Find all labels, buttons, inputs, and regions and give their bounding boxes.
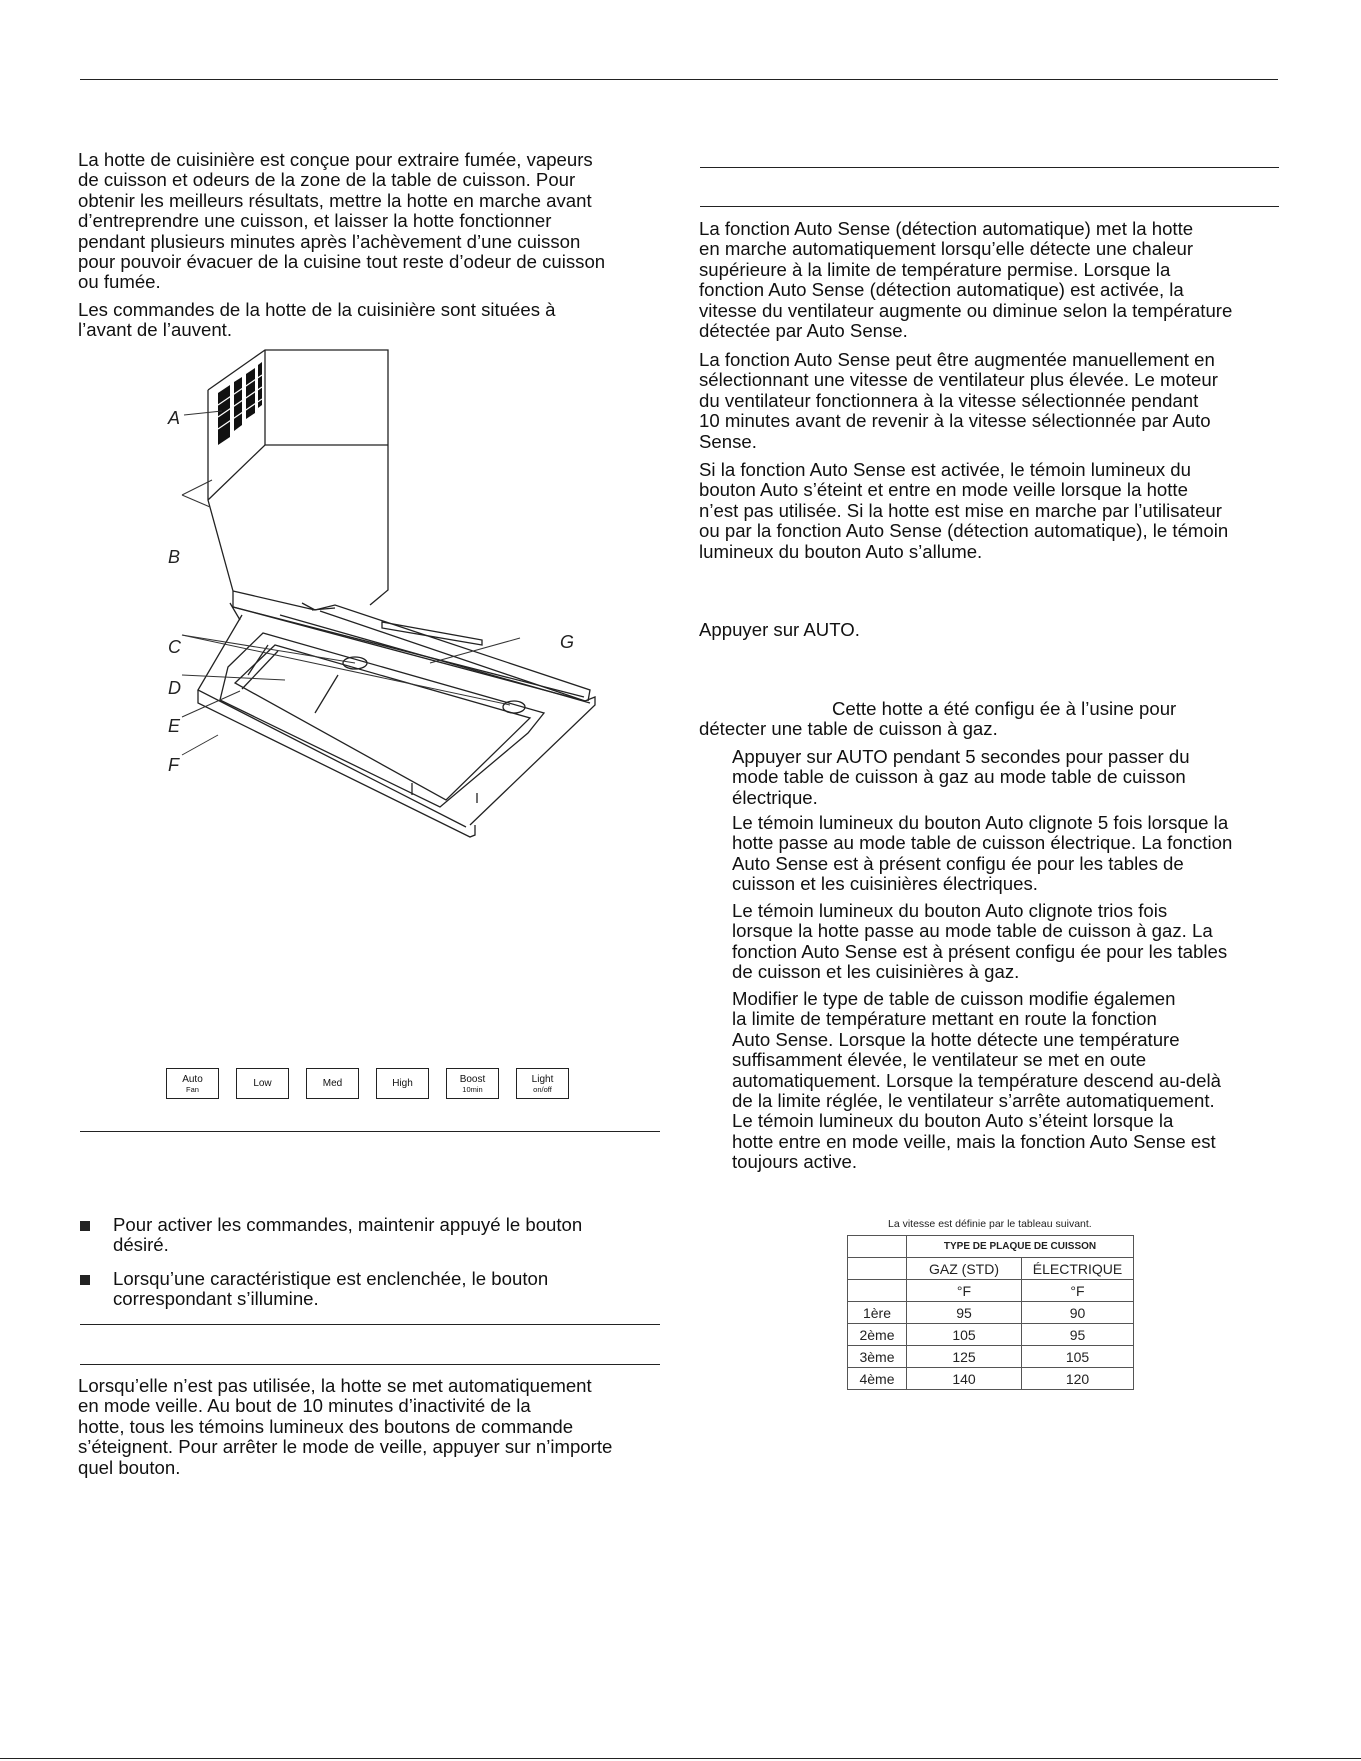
step-paragraph [732,989,1221,1173]
text-line: la limite de température mettant en route la fonction [732,1008,1157,1030]
text-line: n’est pas utilisée. Si la hotte est mise en marche par l’utilisateur [699,499,1222,521]
table-column-header: ÉLECTRIQUE [1022,1258,1134,1280]
text-line: Les commandes de la hotte de la cuisinière sont situées à [78,299,556,320]
text-line: l’avant de l’auvent. [78,319,233,341]
text-line: La hotte de cuisinière est conçue pour extraire fumée, vapeurs [78,149,593,170]
text-line: Lorsqu’elle n’est pas utilisée, la hotte se met automatiquement [78,1375,592,1396]
autosense-boost-paragraph [699,350,1218,452]
standby-paragraph [78,1376,612,1478]
table-cell: 3ème [848,1346,907,1368]
text-line: Sense. [699,430,757,452]
button-label: High [392,1078,413,1089]
table-caption: La vitesse est définie par le tableau suivant. [888,1218,1092,1230]
text-line: Modifier le type de table de cuisson modifie égalemen [732,988,1176,1009]
button-sub-label: Fan [186,1084,199,1094]
table-cell [848,1258,907,1280]
table-header: TYPE DE PLAQUE DE CUISSON [907,1236,1134,1258]
table-row [848,1346,1134,1368]
table-cell: 120 [1022,1368,1134,1390]
text-line: Auto Sense. Lorsque la hotte détecte une température [732,1028,1180,1050]
table-cell: 1ère [848,1302,907,1324]
intro-paragraph [78,150,605,293]
table-cell: 105 [1022,1346,1134,1368]
table-cell: 90 [1022,1302,1134,1324]
table-column-header: GAZ (STD) [907,1258,1022,1280]
auto-fan-button[interactable] [166,1068,219,1099]
range-hood-diagram [150,345,650,845]
text-line: Pour activer les commandes, maintenir appuyé le bouton [113,1214,583,1235]
text-line: en marche automatiquement lorsqu’elle détecte une chaleur [699,238,1194,260]
bullet-marker [80,1275,90,1285]
section-rule [80,1324,660,1325]
low-button[interactable] [236,1068,289,1099]
text-line: électrique. [732,786,818,808]
press-auto-instruction: Appuyer sur AUTO. [699,619,860,640]
text-line: 10 minutes avant de revenir à la vitesse sélectionnée par Auto [699,410,1211,432]
text-line: de cuisson et odeurs de la zone de la table de cuisson. Pour [78,169,576,191]
text-line: Auto Sense est à présent configu ée pour les tables de [732,852,1184,874]
text-line: hotte passe au mode table de cuisson électrique. La fonction [732,832,1233,854]
text-line: pendant plusieurs minutes après l’achèvement d’une cuisson [78,230,581,252]
button-sub-label: 10min [462,1084,483,1094]
diagram-label-e: E [168,716,181,736]
text-line: bouton Auto s’éteint et entre en mode veille lorsque la hotte [699,479,1188,501]
diagram-label-c: C [168,637,181,657]
text-line: ou par la fonction Auto Sense (détection automatique), le témoin [699,520,1229,542]
table-cell: 95 [1022,1324,1134,1346]
text-line: automatiquement. Lorsque la température descend au-delà [732,1069,1221,1091]
bullet-item [113,1269,548,1310]
text-line: correspondant s’illumine. [113,1288,319,1310]
text-line: suffisamment élevée, le ventilateur se met en oute [732,1049,1147,1071]
page-bottom-rule [0,1758,1361,1759]
table-cell [848,1236,907,1258]
text-line: vitesse du ventilateur augmente ou diminue selon la température [699,299,1233,321]
text-line: Appuyer sur AUTO pendant 5 secondes pour passer du [732,746,1190,767]
text-line: Lorsqu’une caractéristique est enclenchée, le bouton [113,1268,549,1289]
button-label: Boost [459,1073,486,1085]
table-row [848,1258,1134,1280]
table-cell: 2ème [848,1324,907,1346]
boost-button[interactable] [446,1068,499,1099]
text-line: supérieure à la limite de température permise. Lorsque la [699,258,1171,280]
text-line: s’éteignent. Pour arrêter le mode de veille, appuyer sur n’importe [78,1436,613,1458]
med-button[interactable] [306,1068,359,1099]
text-line: ou fumée. [78,271,161,293]
controls-location-paragraph [78,300,556,341]
bullet-marker [80,1221,90,1231]
table-row [848,1236,1134,1258]
table-row [848,1302,1134,1324]
table-unit: °F [907,1280,1022,1302]
text-line: La fonction Auto Sense peut être augmentée manuellement en [699,349,1215,370]
section-rule [700,167,1279,168]
factory-setting-line: Cette hotte a été configu ée à l’usine pour [832,698,1177,719]
text-line: hotte entre en mode veille, mais la fonction Auto Sense est [732,1130,1216,1152]
button-sub-label: on/off [533,1084,552,1094]
text-line: d’entreprendre une cuisson, et laisser la hotte fonctionner [78,210,552,232]
table-cell: 95 [907,1302,1022,1324]
text-line: fonction Auto Sense (détection automatique) est activée, la [699,279,1184,301]
autosense-light-paragraph [699,460,1228,562]
text-line: Le témoin lumineux du bouton Auto clignote 5 fois lorsque la [732,812,1229,833]
autosense-paragraph [699,219,1232,341]
high-button[interactable] [376,1068,429,1099]
diagram-label-g: G [560,632,575,652]
page-top-rule [80,79,1278,80]
diagram-label-f: F [168,755,179,775]
section-rule [80,1131,660,1132]
button-label: Auto [182,1073,203,1085]
button-label: Med [322,1078,343,1089]
diagram-label-b: B [168,547,181,567]
section-rule [80,1364,660,1365]
text-line: quel bouton. [78,1456,181,1478]
text-line: cuisson et les cuisinières électriques. [732,873,1038,895]
text-line: lorsque la hotte passe au mode table de cuisson à gaz. La [732,920,1213,942]
text-line: désiré. [113,1234,169,1256]
table-cell: 105 [907,1324,1022,1346]
step-paragraph [732,813,1232,895]
diagram-label-d: D [168,678,181,698]
text-line: sélectionnant une vitesse de ventilateur plus élevée. Le moteur [699,369,1218,391]
step-paragraph [732,901,1227,983]
button-label: Light [531,1073,554,1085]
speed-table [847,1235,1134,1390]
button-label: Low [253,1078,272,1089]
text-line: Le témoin lumineux du bouton Auto clignote trios fois [732,900,1168,921]
text-line: Le témoin lumineux du bouton Auto s’éteint lorsque la [732,1110,1174,1132]
text-line: hotte, tous les témoins lumineux des boutons de commande [78,1415,574,1437]
diagram-label-a: A [168,408,181,428]
text-line: du ventilateur fonctionnera à la vitesse sélectionnée pendant [699,389,1199,411]
text-line: de cuisson et les cuisinières à gaz. [732,961,1020,983]
table-unit: °F [1022,1280,1134,1302]
table-cell [848,1280,907,1302]
text-line: en mode veille. Au bout de 10 minutes d’inactivité de la [78,1395,531,1417]
table-cell: 140 [907,1368,1022,1390]
text-line: Si la fonction Auto Sense est activée, le témoin lumineux du [699,459,1191,480]
factory-setting-line: détecter une table de cuisson à gaz. [699,718,998,739]
table-cell: 4ème [848,1368,907,1390]
text-line: La fonction Auto Sense (détection automatique) met la hotte [699,218,1194,239]
text-line: pour pouvoir évacuer de la cuisine tout reste d’odeur de cuisson [78,251,606,273]
table-row [848,1280,1134,1302]
text-line: de la limite réglée, le ventilateur s’arrête automatiquement. [732,1090,1215,1112]
text-line: toujours active. [732,1151,858,1173]
section-rule [700,206,1279,207]
table-row [848,1324,1134,1346]
text-line: détectée par Auto Sense. [699,320,908,342]
bullet-item [113,1215,582,1256]
table-row [848,1368,1134,1390]
text-line: fonction Auto Sense est à présent configu ée pour les tables [732,940,1228,962]
text-line: lumineux du bouton Auto s’allume. [699,540,983,562]
step-paragraph [732,747,1190,808]
table-cell: 125 [907,1346,1022,1368]
text-line: obtenir les meilleurs résultats, mettre la hotte en marche avant [78,189,592,211]
text-line: mode table de cuisson à gaz au mode table de cuisson [732,766,1186,788]
light-button[interactable] [516,1068,569,1099]
